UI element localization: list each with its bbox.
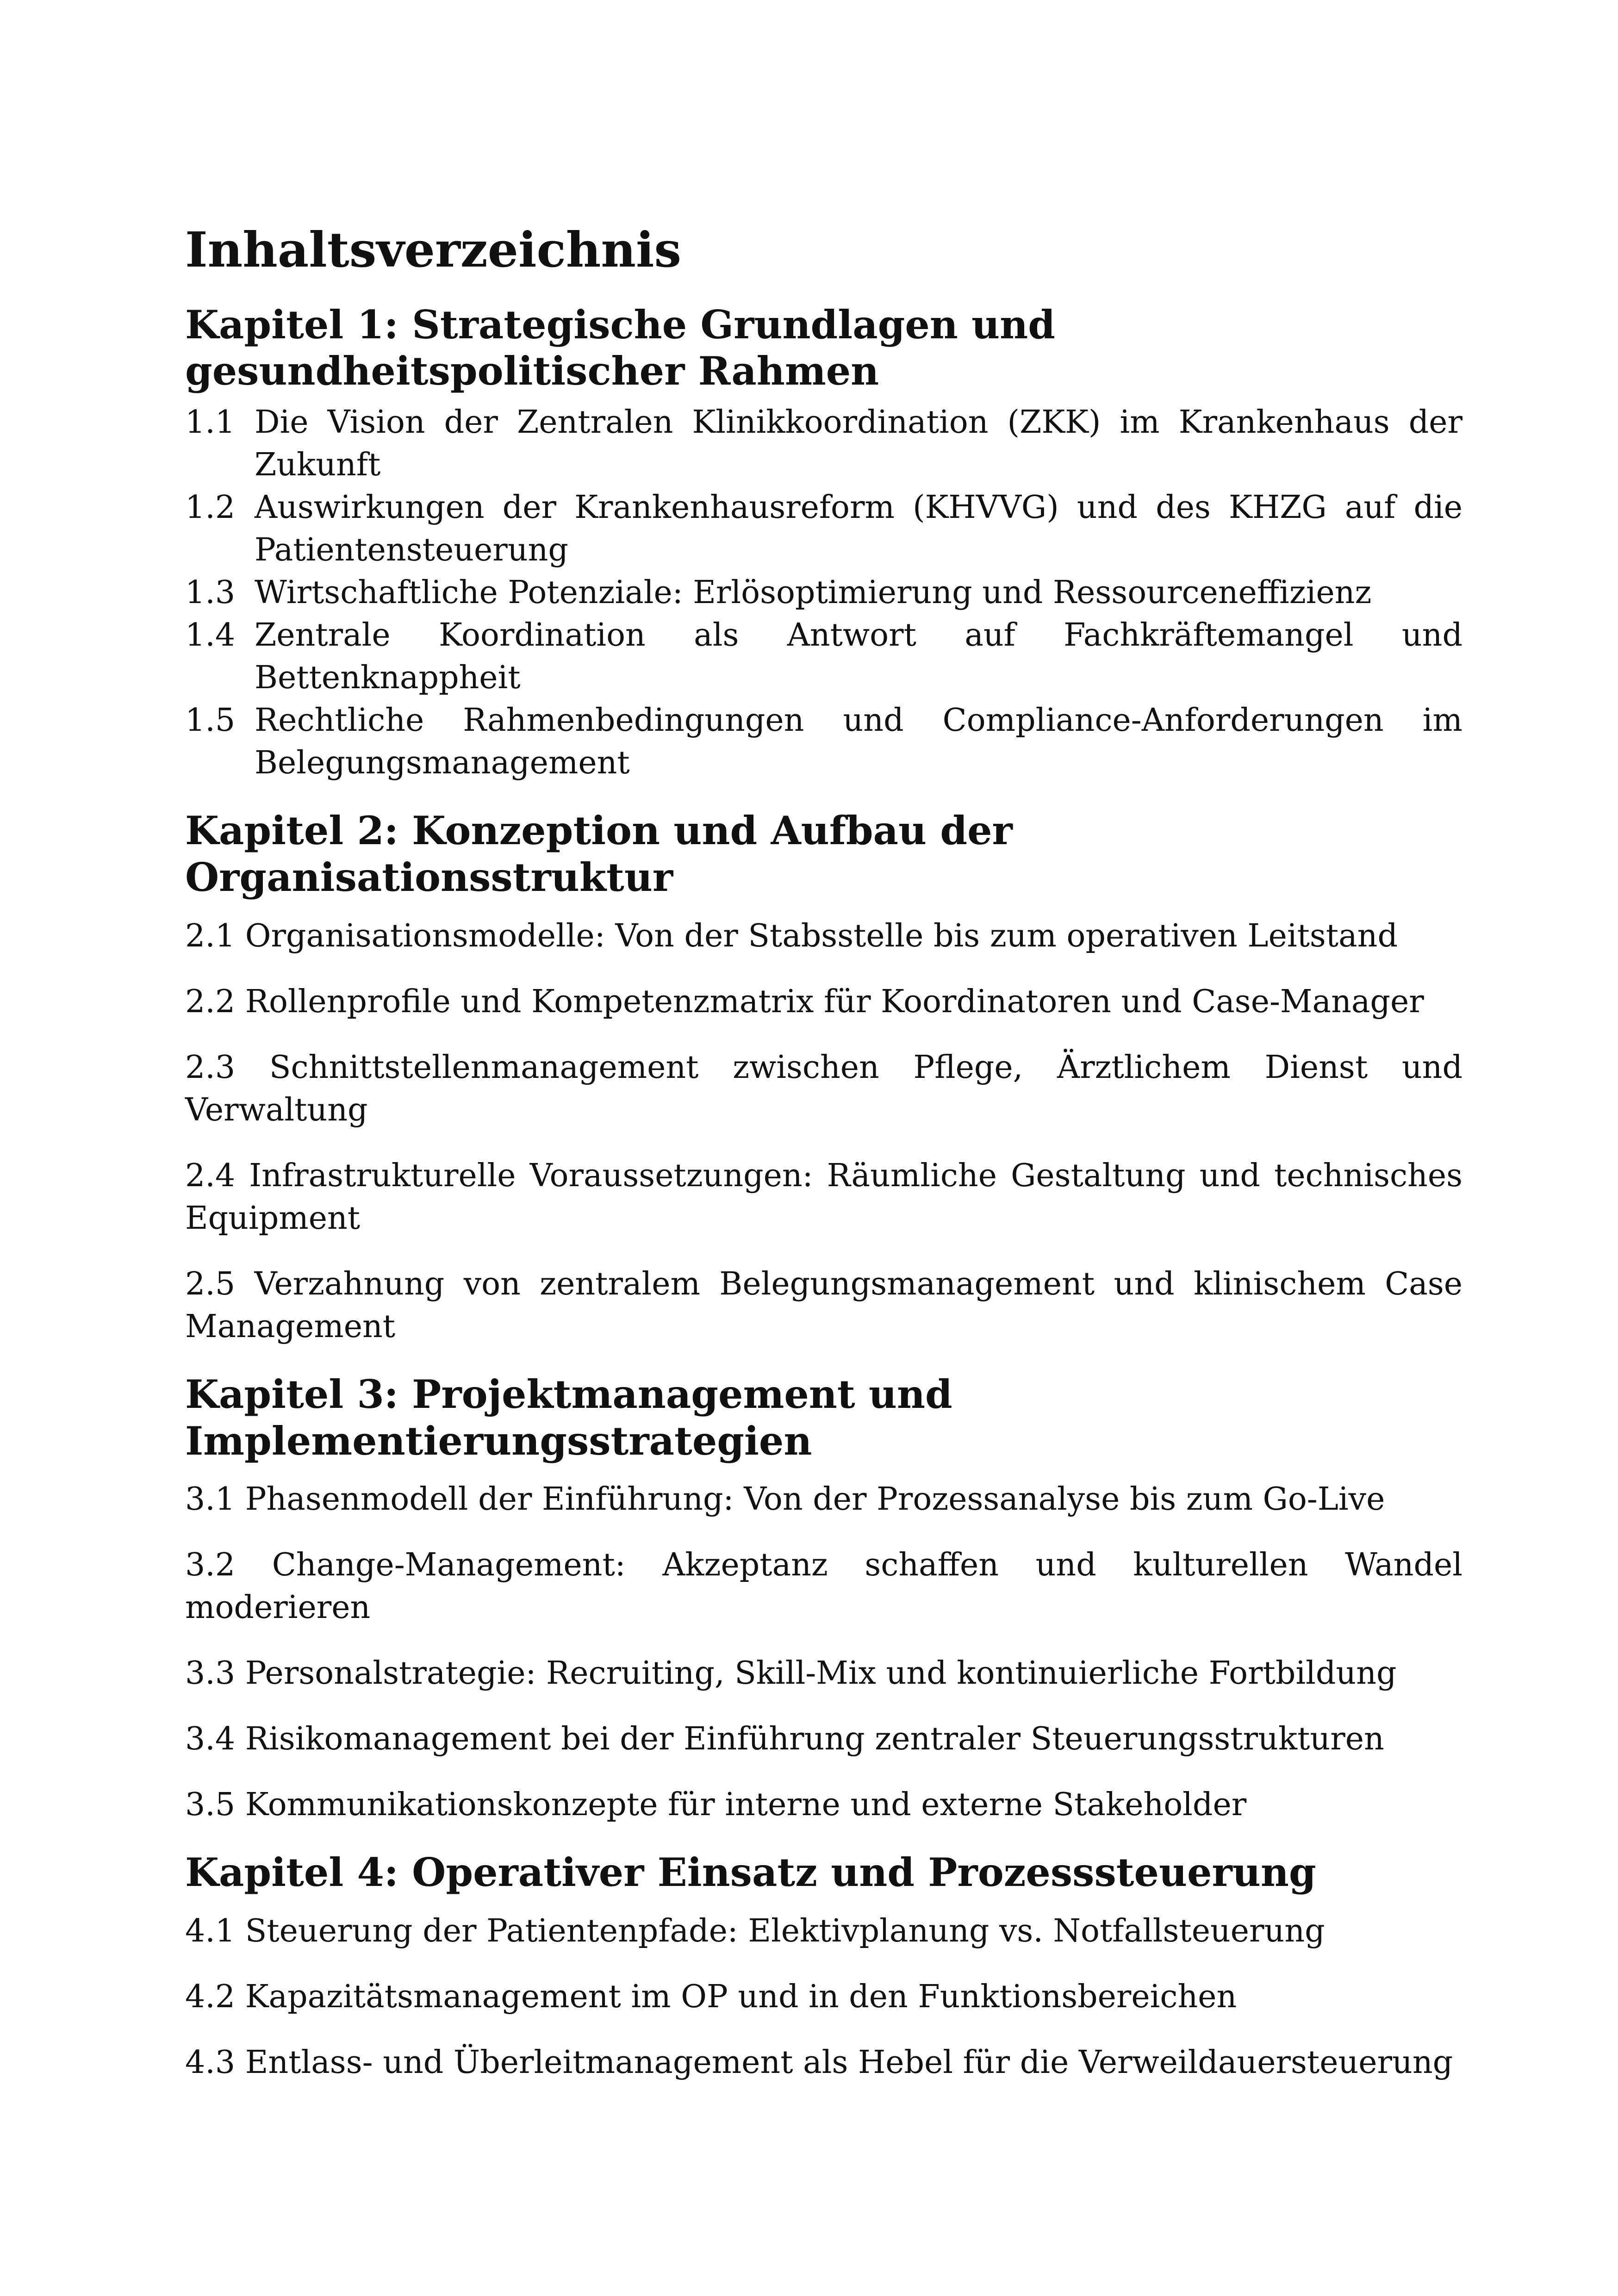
section-number: 1.1	[185, 404, 236, 441]
list-item: 4.1 Steuerung der Patientenpfade: Elektivplanung vs. Notfallsteuerung	[185, 1913, 1325, 1950]
list-item: 3.1 Phasenmodell der Einführung: Von der Prozessanalyse bis zum Go-Live	[185, 1481, 1385, 1518]
list-item	[185, 486, 1462, 572]
section-title: Die Vision der Zentralen Klinikkoordination (ZKK) im Krankenhaus der Zukunft	[255, 404, 1462, 484]
document-page	[185, 222, 1462, 2107]
list-item	[185, 401, 1462, 486]
chapter-title: Kapitel 2: Konzeption und Aufbau der Organisationsstruktur	[185, 808, 1013, 900]
list-item: 4.2 Kapazitätsmanagement im OP und in den Funktionsbereichen	[185, 1979, 1237, 2016]
section-number: 1.3	[185, 574, 236, 611]
list-item: 3.5 Kommunikationskonzepte für interne und externe Stakeholder	[185, 1786, 1247, 1823]
list-item: 3.3 Personalstrategie: Recruiting, Skill-Mix und kontinuierliche Fortbildung	[185, 1655, 1397, 1692]
list-item: 2.5 Verzahnung von zentralem Belegungsmanagement und klinischem Case Management	[185, 1265, 1462, 1345]
chapter-title: Kapitel 3: Projektmanagement und Implementierungsstrategien	[185, 1371, 952, 1464]
section-title: Rechtliche Rahmenbedingungen und Compliance-Anforderungen im Belegungsmanagement	[255, 702, 1462, 782]
section-title: Zentrale Koordination als Antwort auf Fachkräftemangel und Bettenknappheit	[255, 617, 1462, 697]
section-number: 1.2	[185, 489, 236, 526]
chapter-title: Kapitel 1: Strategische Grundlagen und gesundheitspolitischer Rahmen	[185, 301, 1055, 394]
section-number: 1.4	[185, 617, 236, 654]
chapter-3	[185, 1371, 1462, 1827]
list-item: 2.2 Rollenprofile und Kompetenzmatrix für Koordinatoren und Case-Manager	[185, 983, 1424, 1020]
list-item: 2.1 Organisationsmodelle: Von der Stabsstelle bis zum operativen Leitstand	[185, 917, 1398, 954]
list-item: 3.4 Risikomanagement bei der Einführung zentraler Steuerungsstrukturen	[185, 1721, 1384, 1758]
list-item	[185, 699, 1462, 784]
chapter-2	[185, 808, 1462, 1348]
chapter-title: Kapitel 4: Operativer Einsatz und Prozesssteuerung	[185, 1849, 1316, 1896]
chapter-4	[185, 1849, 1462, 2084]
list-item: 3.2 Change-Management: Akzeptanz schaffen und kulturellen Wandel moderieren	[185, 1547, 1462, 1626]
chapter-1	[185, 302, 1462, 785]
section-list	[185, 915, 1462, 1348]
section-number: 1.5	[185, 702, 236, 739]
list-item: 2.3 Schnittstellenmanagement zwischen Pflege, Ärztlichem Dienst und Verwaltung	[185, 1049, 1462, 1128]
section-title: Wirtschaftliche Potenziale: Erlösoptimierung und Ressourceneffizienz	[255, 574, 1372, 611]
section-list	[185, 401, 1462, 784]
section-list	[185, 1478, 1462, 1826]
list-item: 4.3 Entlass- und Überleitmanagement als Hebel für die Verweildauersteuerung	[185, 2044, 1453, 2081]
list-item	[185, 572, 1462, 614]
list-item	[185, 614, 1462, 699]
toc-title: Inhaltsverzeichnis	[185, 221, 682, 278]
section-list	[185, 1910, 1462, 2084]
section-title: Auswirkungen der Krankenhausreform (KHVVG) und des KHZG auf die Patientensteuerung	[255, 489, 1462, 569]
list-item: 2.4 Infrastrukturelle Voraussetzungen: Räumliche Gestaltung und technisches Equipment	[185, 1157, 1462, 1237]
